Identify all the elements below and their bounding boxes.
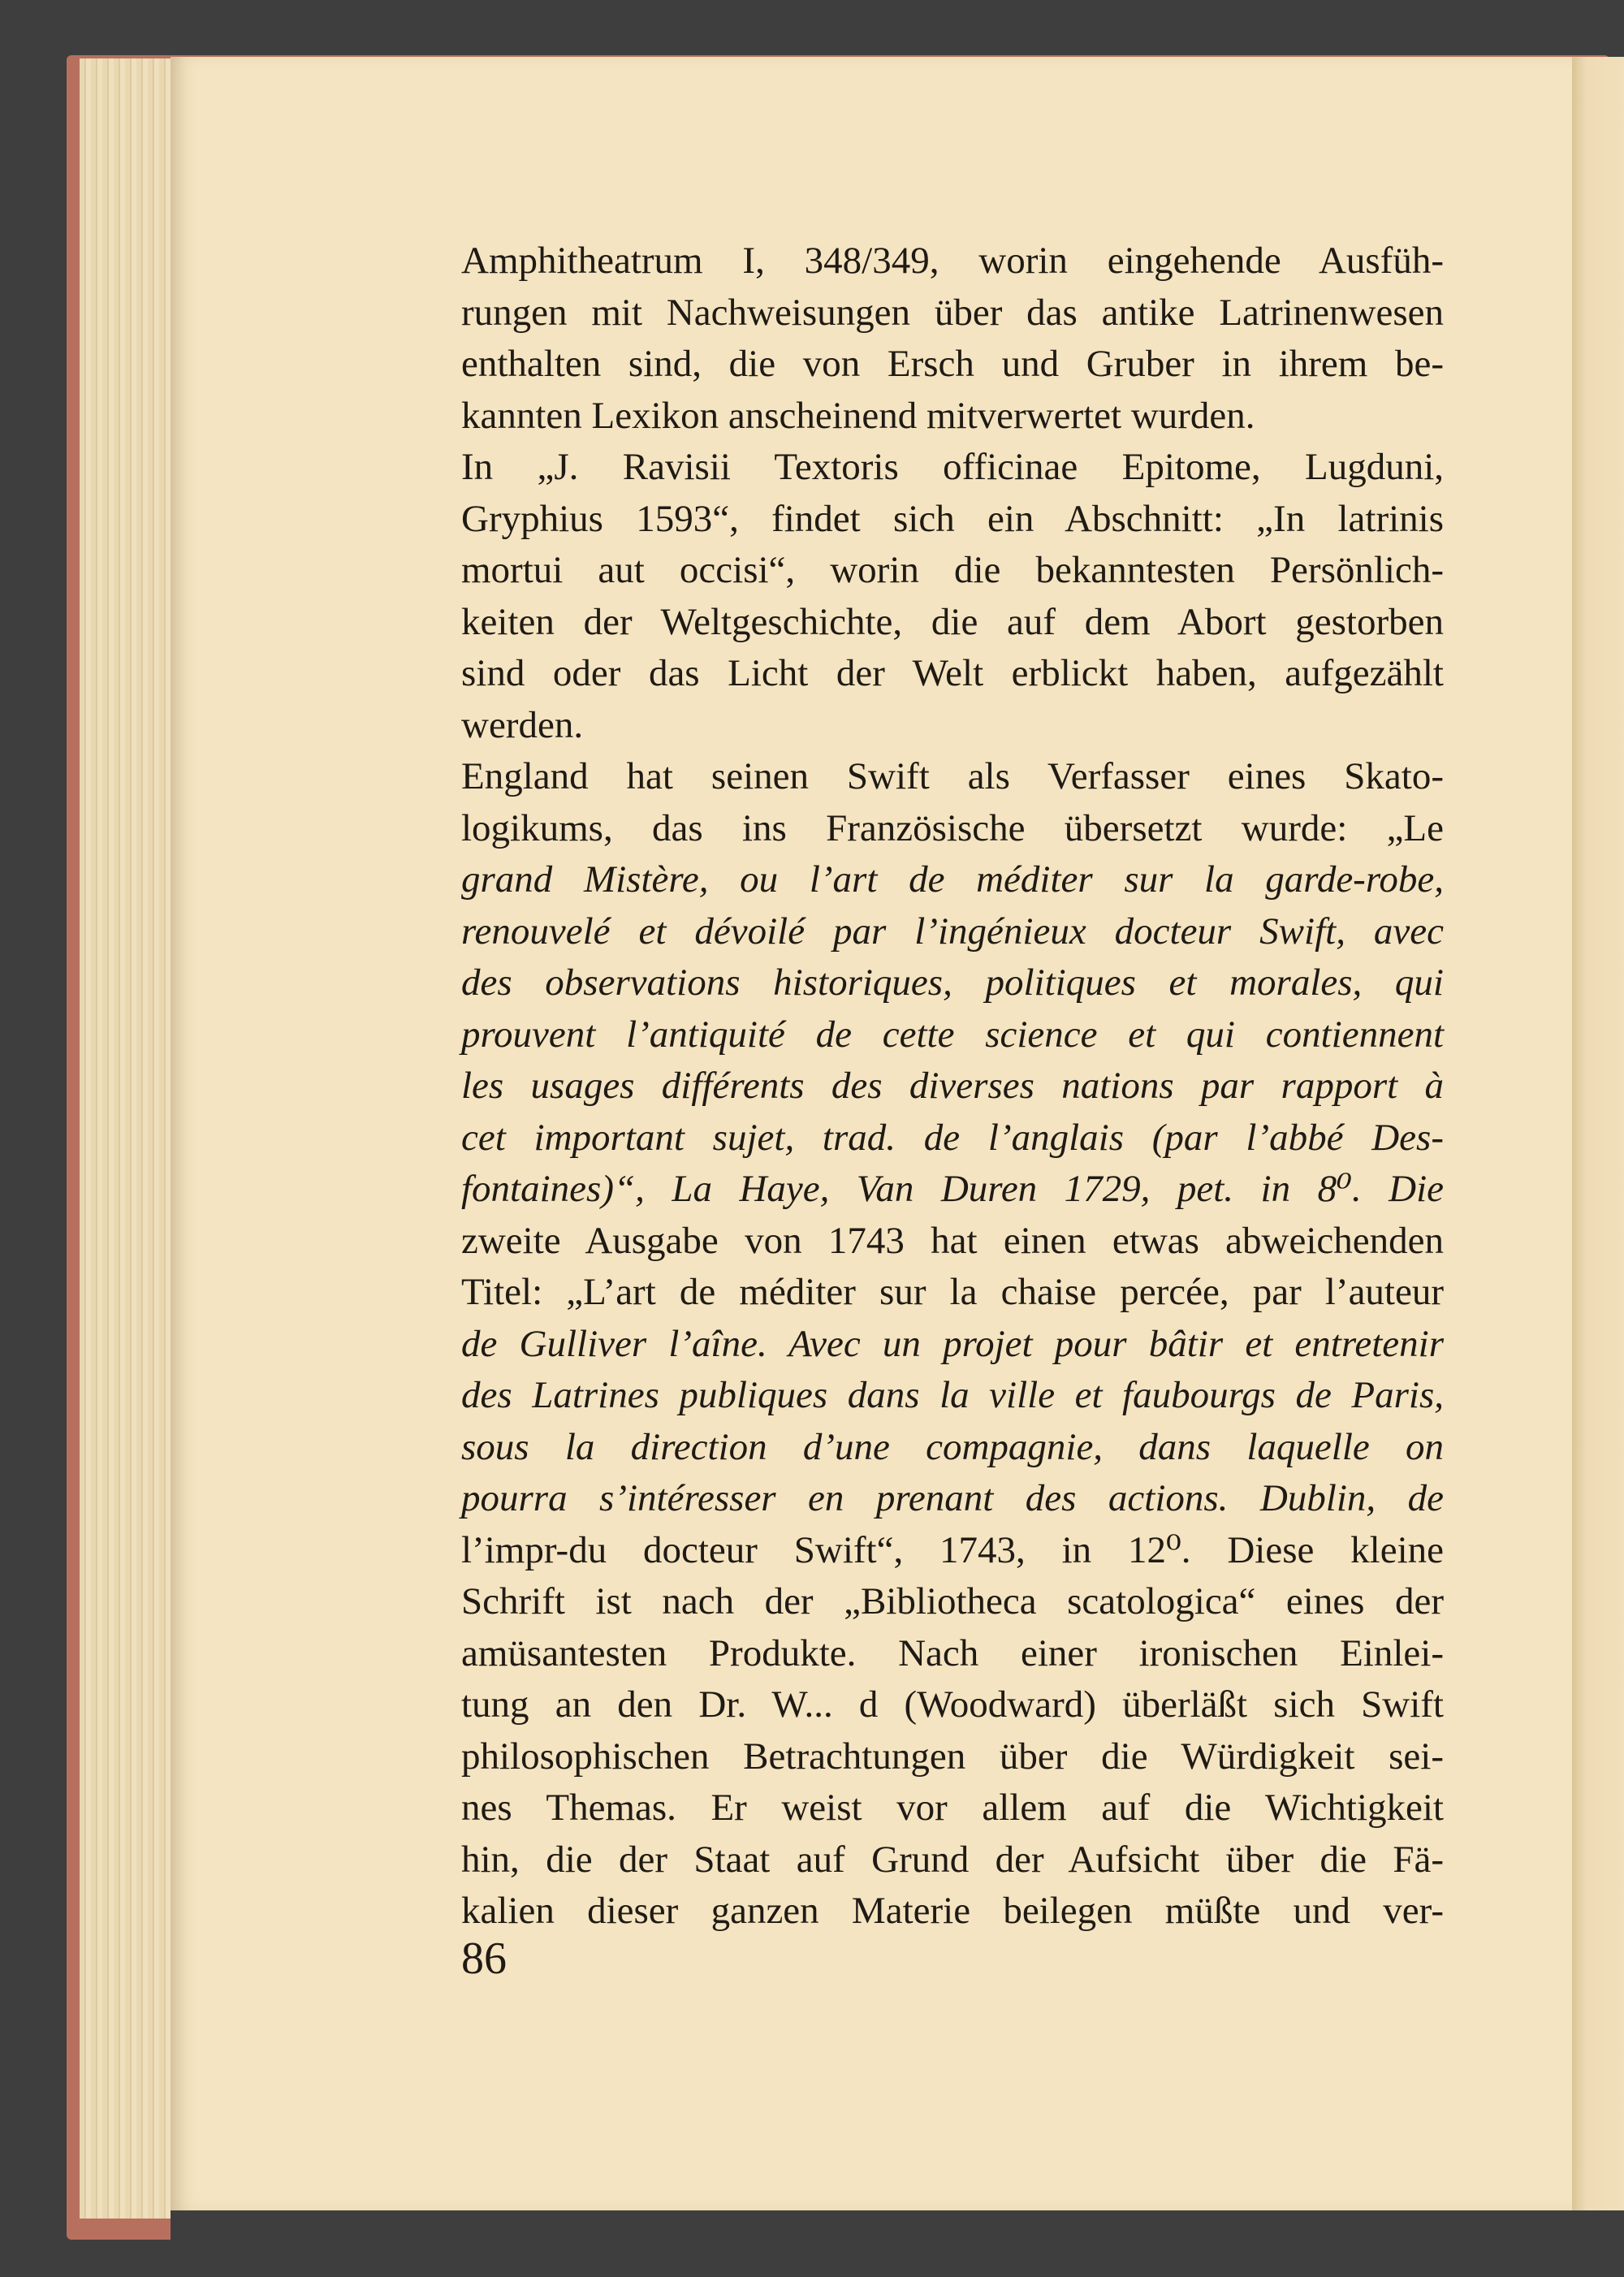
text-line: de Gulliver l’aîne. Avec un projet pour bâtir et entretenir bbox=[461, 1322, 1444, 1365]
facing-page-edge bbox=[1572, 57, 1624, 2210]
text-line: hin, die der Staat auf Grund der Aufsicht über die Fä- bbox=[461, 1838, 1444, 1881]
text-line: sous la direction d’une compagnie, dans laquelle on bbox=[461, 1425, 1444, 1468]
text-line: prouvent l’antiquité de cette science et qui contiennent bbox=[461, 1013, 1444, 1056]
text-line: rungen mit Nachweisungen über das antike Latrinenwesen bbox=[461, 291, 1444, 334]
page-number: 86 bbox=[461, 1934, 507, 1984]
text-line: enthalten sind, die von Ersch und Gruber in ihrem be- bbox=[461, 343, 1444, 385]
text-line: fontaines)“, La Haye, Van Duren 1729, pet. in 8⁰. Die bbox=[461, 1168, 1444, 1210]
page-body bbox=[461, 235, 1444, 1938]
text-line: pourra s’intéresser en prenant des actions. Dublin, de bbox=[461, 1477, 1444, 1519]
text-line: sind oder das Licht der Welt erblickt haben, aufgezählt bbox=[461, 652, 1444, 694]
text-line: l’impr-du docteur Swift“, 1743, in 12⁰. Diese kleine bbox=[461, 1528, 1444, 1571]
text-line: tung an den Dr. W... d (Woodward) überläßt sich Swift bbox=[461, 1683, 1444, 1726]
text-line: logikums, das ins Französische übersetzt wurde: „Le bbox=[461, 806, 1444, 849]
text-line: mortui aut occisi“, worin die bekanntesten Persönlich- bbox=[461, 549, 1444, 591]
text-line: zweite Ausgabe von 1743 hat einen etwas abweichenden bbox=[461, 1219, 1444, 1262]
paragraph-1 bbox=[461, 235, 1444, 442]
text-line: Titel: „L’art de méditer sur la chaise percée, par l’auteur bbox=[461, 1271, 1444, 1313]
page-edges bbox=[80, 58, 177, 2219]
text-line: des observations historiques, politiques et morales, qui bbox=[461, 961, 1444, 1004]
text-line: amüsantesten Produkte. Nach einer ironischen Einlei- bbox=[461, 1631, 1444, 1674]
text-line: Gryphius 1593“, findet sich ein Abschnitt: „In latrinis bbox=[461, 497, 1444, 540]
text-line: Amphitheatrum I, 348/349, worin eingehende Ausfüh- bbox=[461, 240, 1444, 282]
text-line: des Latrines publiques dans la ville et faubourgs de Paris, bbox=[461, 1374, 1444, 1416]
text-line: philosophischen Betrachtungen über die Würdigkeit sei- bbox=[461, 1735, 1444, 1778]
paragraph-2 bbox=[461, 442, 1444, 751]
text-line: grand Mistère, ou l’art de méditer sur la garde-robe, bbox=[461, 858, 1444, 901]
text-line: In „J. Ravisii Textoris officinae Epitome, Lugduni, bbox=[461, 446, 1444, 488]
text-line: kannten Lexikon anscheinend mitverwertet wurden. bbox=[461, 394, 1255, 437]
text-line: cet important sujet, trad. de l’anglais (par l’abbé Des- bbox=[461, 1116, 1444, 1159]
text-line: werden. bbox=[461, 703, 584, 746]
text-line: les usages différents des diverses nations par rapport à bbox=[461, 1065, 1444, 1107]
text-line: renouvelé et dévoilé par l’ingénieux docteur Swift, avec bbox=[461, 910, 1444, 953]
text-line: kalien dieser ganzen Materie beilegen müßte und ver- bbox=[461, 1890, 1444, 1932]
text-line: keiten der Weltgeschichte, die auf dem Abort gestorben bbox=[461, 600, 1444, 643]
text-line: nes Themas. Er weist vor allem auf die Wichtigkeit bbox=[461, 1787, 1444, 1829]
text-line: Schrift ist nach der „Bibliotheca scatologica“ eines der bbox=[461, 1580, 1444, 1622]
paragraph-3 bbox=[461, 751, 1444, 1938]
text-line: England hat seinen Swift als Verfasser eines Skato- bbox=[461, 755, 1444, 797]
scan-background bbox=[171, 2210, 1624, 2240]
